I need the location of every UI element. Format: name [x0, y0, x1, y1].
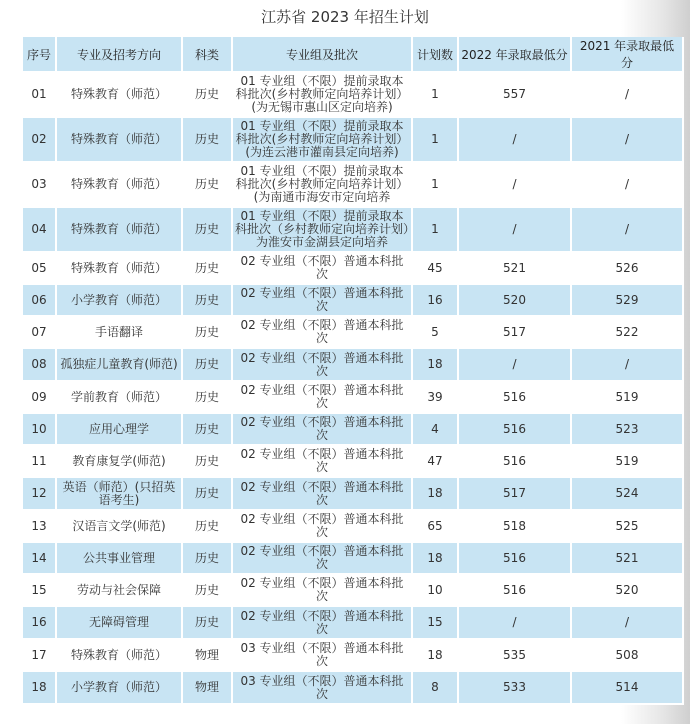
row-min-score-2021: 519	[572, 382, 684, 414]
row-index: 13	[23, 511, 57, 543]
row-index: 02	[23, 118, 57, 163]
row-group-batch: 01 专业组（不限）提前录取本科批次(乡村教师定向培养计划）(为无锡市惠山区定向培养)	[233, 73, 413, 118]
row-min-score-2021: 526	[572, 253, 684, 285]
row-index: 12	[23, 478, 57, 511]
row-category: 历史	[183, 253, 233, 285]
row-min-score-2021: 521	[572, 543, 684, 575]
table-row	[23, 317, 684, 349]
row-group-batch: 02 专业组（不限）普通本科批次	[233, 414, 413, 446]
row-group-batch: 01 专业组（不限）提前录取本科批次(乡村教师定向培养计划）(为南通市海安市定向培养	[233, 163, 413, 208]
row-group-batch: 02 专业组（不限）普通本科批次	[233, 349, 413, 382]
row-min-score-2021: /	[572, 163, 684, 208]
row-plan-count: 45	[413, 253, 459, 285]
row-major: 无障碍管理	[57, 607, 183, 640]
row-major: 手语翻译	[57, 317, 183, 349]
row-plan-count: 65	[413, 511, 459, 543]
table-row	[23, 208, 684, 253]
row-index: 15	[23, 575, 57, 607]
header-major: 专业及招考方向	[57, 37, 183, 73]
row-min-score-2021: /	[572, 349, 684, 382]
table-row	[23, 672, 684, 705]
row-group-batch: 01 专业组（不限）提前录取本科批次(乡村教师定向培养计划）(为连云港市灌南县定向培养)	[233, 118, 413, 163]
row-min-score-2022: /	[459, 118, 572, 163]
row-category: 历史	[183, 543, 233, 575]
row-index: 10	[23, 414, 57, 446]
row-category: 历史	[183, 414, 233, 446]
row-min-score-2022: 535	[459, 640, 572, 672]
header-plan-count: 计划数	[413, 37, 459, 73]
row-category: 历史	[183, 73, 233, 118]
row-index: 05	[23, 253, 57, 285]
row-min-score-2021: 525	[572, 511, 684, 543]
row-plan-count: 8	[413, 672, 459, 705]
table-body	[23, 73, 684, 705]
row-index: 16	[23, 607, 57, 640]
row-min-score-2021: 520	[572, 575, 684, 607]
header-min-score-2022: 2022 年录取最低分	[459, 37, 572, 73]
row-category: 历史	[183, 575, 233, 607]
row-category: 历史	[183, 511, 233, 543]
row-min-score-2022: 516	[459, 543, 572, 575]
table-row	[23, 414, 684, 446]
header-min-score-2021: 2021 年录取最低分	[572, 37, 684, 73]
row-category: 历史	[183, 317, 233, 349]
row-min-score-2021: /	[572, 607, 684, 640]
row-min-score-2022: 516	[459, 414, 572, 446]
row-major: 英语（师范）(只招英语考生)	[57, 478, 183, 511]
row-category: 历史	[183, 478, 233, 511]
row-group-batch: 02 专业组（不限）普通本科批次	[233, 253, 413, 285]
row-major: 孤独症儿童教育(师范)	[57, 349, 183, 382]
row-group-batch: 02 专业组（不限）普通本科批次	[233, 575, 413, 607]
page-title: 江苏省 2023 年招生计划	[261, 8, 429, 26]
row-min-score-2021: 514	[572, 672, 684, 705]
row-group-batch: 03 专业组（不限）普通本科批次	[233, 672, 413, 705]
row-min-score-2021: /	[572, 208, 684, 253]
table-row	[23, 543, 684, 575]
admission-plan-table	[23, 37, 684, 705]
row-group-batch: 02 专业组（不限）普通本科批次	[233, 317, 413, 349]
row-group-batch: 02 专业组（不限）普通本科批次	[233, 478, 413, 511]
table-row	[23, 349, 684, 382]
row-category: 历史	[183, 118, 233, 163]
row-min-score-2021: 508	[572, 640, 684, 672]
row-major: 汉语言文学(师范)	[57, 511, 183, 543]
row-plan-count: 1	[413, 163, 459, 208]
table-row	[23, 253, 684, 285]
row-min-score-2022: 557	[459, 73, 572, 118]
row-min-score-2022: /	[459, 163, 572, 208]
row-major: 应用心理学	[57, 414, 183, 446]
row-index: 04	[23, 208, 57, 253]
row-min-score-2022: /	[459, 607, 572, 640]
row-major: 特殊教育（师范）	[57, 73, 183, 118]
row-min-score-2022: /	[459, 349, 572, 382]
row-min-score-2022: 521	[459, 253, 572, 285]
row-min-score-2021: 522	[572, 317, 684, 349]
row-group-batch: 02 专业组（不限）普通本科批次	[233, 511, 413, 543]
row-min-score-2021: 524	[572, 478, 684, 511]
table-row	[23, 607, 684, 640]
row-major: 特殊教育（师范）	[57, 163, 183, 208]
row-min-score-2021: 529	[572, 285, 684, 317]
row-index: 14	[23, 543, 57, 575]
row-category: 物理	[183, 672, 233, 705]
row-major: 公共事业管理	[57, 543, 183, 575]
row-min-score-2021: /	[572, 73, 684, 118]
row-group-batch: 03 专业组（不限）普通本科批次	[233, 640, 413, 672]
row-major: 学前教育（师范）	[57, 382, 183, 414]
row-min-score-2022: 517	[459, 478, 572, 511]
row-plan-count: 4	[413, 414, 459, 446]
row-index: 03	[23, 163, 57, 208]
header-group-batch: 专业组及批次	[233, 37, 413, 73]
row-category: 历史	[183, 349, 233, 382]
row-index: 08	[23, 349, 57, 382]
row-min-score-2022: 533	[459, 672, 572, 705]
header-category: 科类	[183, 37, 233, 73]
row-min-score-2022: 518	[459, 511, 572, 543]
row-group-batch: 02 专业组（不限）普通本科批次	[233, 446, 413, 478]
row-min-score-2022: 520	[459, 285, 572, 317]
row-plan-count: 1	[413, 118, 459, 163]
row-index: 09	[23, 382, 57, 414]
row-category: 物理	[183, 640, 233, 672]
row-plan-count: 18	[413, 543, 459, 575]
row-index: 07	[23, 317, 57, 349]
row-major: 小学教育（师范）	[57, 285, 183, 317]
table-row	[23, 382, 684, 414]
row-plan-count: 16	[413, 285, 459, 317]
row-major: 特殊教育（师范）	[57, 253, 183, 285]
row-index: 18	[23, 672, 57, 705]
row-group-batch: 02 专业组（不限）普通本科批次	[233, 543, 413, 575]
row-min-score-2022: 516	[459, 446, 572, 478]
table-row	[23, 478, 684, 511]
row-min-score-2022: 516	[459, 382, 572, 414]
table-header-row	[23, 37, 684, 73]
row-index: 01	[23, 73, 57, 118]
row-major: 特殊教育（师范）	[57, 208, 183, 253]
table-row	[23, 575, 684, 607]
table-row	[23, 163, 684, 208]
row-group-batch: 02 专业组（不限）普通本科批次	[233, 382, 413, 414]
row-plan-count: 18	[413, 640, 459, 672]
table-row	[23, 446, 684, 478]
row-plan-count: 10	[413, 575, 459, 607]
table-row	[23, 118, 684, 163]
row-category: 历史	[183, 382, 233, 414]
row-min-score-2022: /	[459, 208, 572, 253]
table-row	[23, 285, 684, 317]
header-index: 序号	[23, 37, 57, 73]
table-row	[23, 511, 684, 543]
row-min-score-2022: 517	[459, 317, 572, 349]
row-major: 教育康复学(师范)	[57, 446, 183, 478]
row-plan-count: 1	[413, 208, 459, 253]
row-major: 劳动与社会保障	[57, 575, 183, 607]
row-group-batch: 01 专业组（不限）提前录取本科批次（乡村教师定向培养计划）为淮安市金湖县定向培养	[233, 208, 413, 253]
row-group-batch: 02 专业组（不限）普通本科批次	[233, 607, 413, 640]
row-min-score-2021: 519	[572, 446, 684, 478]
row-plan-count: 18	[413, 478, 459, 511]
table-row	[23, 73, 684, 118]
row-plan-count: 15	[413, 607, 459, 640]
row-category: 历史	[183, 446, 233, 478]
row-major: 特殊教育（师范）	[57, 118, 183, 163]
row-min-score-2022: 516	[459, 575, 572, 607]
row-plan-count: 18	[413, 349, 459, 382]
row-index: 17	[23, 640, 57, 672]
row-index: 06	[23, 285, 57, 317]
table-row	[23, 640, 684, 672]
row-category: 历史	[183, 607, 233, 640]
row-plan-count: 47	[413, 446, 459, 478]
row-major: 特殊教育（师范）	[57, 640, 183, 672]
row-min-score-2021: /	[572, 118, 684, 163]
row-major: 小学教育（师范）	[57, 672, 183, 705]
row-plan-count: 1	[413, 73, 459, 118]
row-plan-count: 5	[413, 317, 459, 349]
row-category: 历史	[183, 285, 233, 317]
row-category: 历史	[183, 163, 233, 208]
row-index: 11	[23, 446, 57, 478]
row-group-batch: 02 专业组（不限）普通本科批次	[233, 285, 413, 317]
row-plan-count: 39	[413, 382, 459, 414]
row-category: 历史	[183, 208, 233, 253]
row-min-score-2021: 523	[572, 414, 684, 446]
